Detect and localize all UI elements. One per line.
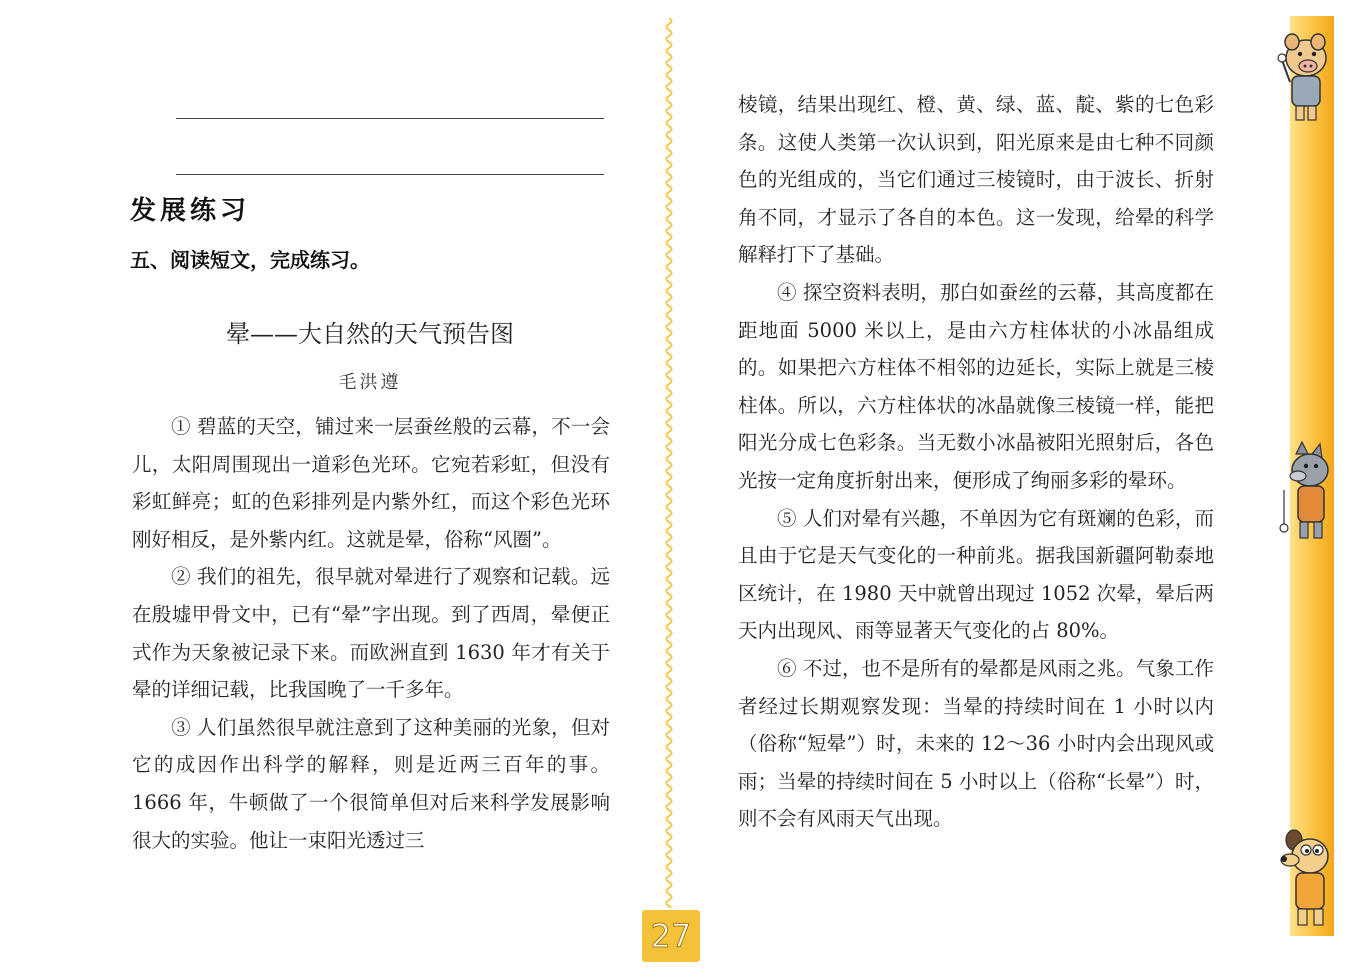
right-article-body xyxy=(738,86,1214,838)
article-title: 晕——大自然的天气预告图 xyxy=(226,320,514,348)
pig-mascot-icon xyxy=(1272,30,1332,126)
answer-line xyxy=(176,118,604,119)
article-author: 毛洪遵 xyxy=(338,372,402,393)
wolf-mascot-icon xyxy=(1276,440,1336,548)
paragraph-2: ② 我们的祖先，很早就对晕进行了观察和记载。远在殷墟甲骨文中，已有“晕”字出现。到了西周，晕便正式作为天象被记录下来。而欧洲直到 1630 年才有关于晕的详细记载，比我国晚了一千多年。 xyxy=(132,565,610,702)
paragraph-4: ④ 探空资料表明，那白如蚕丝的云幕，其高度都在距地面 5000 米以上，是由六方柱体状的小冰晶组成的。如果把六方柱体不相邻的边延长，实际上就是三棱柱体。所以，六方柱体状的冰晶就像三棱镜一样，能把阳光分成七色彩条。当无数小冰晶被阳光照射后，各色光按一定角度折射出来，便形成了绚丽多彩的晕环。 xyxy=(738,280,1214,492)
page-divider-wave xyxy=(662,18,676,908)
page-number: 27 xyxy=(642,910,700,962)
answer-line xyxy=(176,174,604,175)
paragraph-1: ① 碧蓝的天空，铺过来一层蚕丝般的云幕，不一会儿，太阳周围现出一道彩色光环。它宛若彩虹，但没有彩虹鲜亮；虹的色彩排列是内紫外红，而这个彩色光环刚好相反，是外紫内红。这就是晕，俗称“风圈”。 xyxy=(132,415,610,551)
section-title: 发展练习 xyxy=(130,196,251,226)
left-article-body xyxy=(132,408,610,859)
paragraph-3: ③ 人们虽然很早就注意到了这种美丽的光象，但对它的成因作出科学的解释，则是近两三百年的事。1666 年，牛顿做了一个很简单但对后来科学发展影响很大的实验。他让一束阳光透过三 xyxy=(132,715,610,852)
paragraph-6: ⑥ 不过，也不是所有的晕都是风雨之兆。气象工作者经过长期观察发现：当晕的持续时间在 1 小时以内（俗称“短晕”）时，未来的 12～36 小时内会出现风或雨；当晕的持续时间在 5 小时以上（俗称“长晕”）时，则不会有风雨天气出现。 xyxy=(738,656,1214,831)
paragraph-3-continuation: 棱镜，结果出现红、橙、黄、绿、蓝、靛、紫的七色彩条。这使人类第一次认识到，阳光原来是由七种不同颜色的光组成的，当它们通过三棱镜时，由于波长、折射角不同，才显示了各自的本色。这一发现，给晕的科学解释打下了基础。 xyxy=(738,93,1214,267)
exercise-heading: 五、阅读短文，完成练习。 xyxy=(130,248,370,272)
dog-mascot-icon xyxy=(1276,826,1336,934)
paragraph-5: ⑤ 人们对晕有兴趣，不单因为它有斑斓的色彩，而且由于它是天气变化的一种前兆。据我国新疆阿勒泰地区统计，在 1980 天中就曾出现过 1052 次晕，晕后两天内出现风、雨等显著天气变化的占 80%。 xyxy=(738,506,1214,643)
